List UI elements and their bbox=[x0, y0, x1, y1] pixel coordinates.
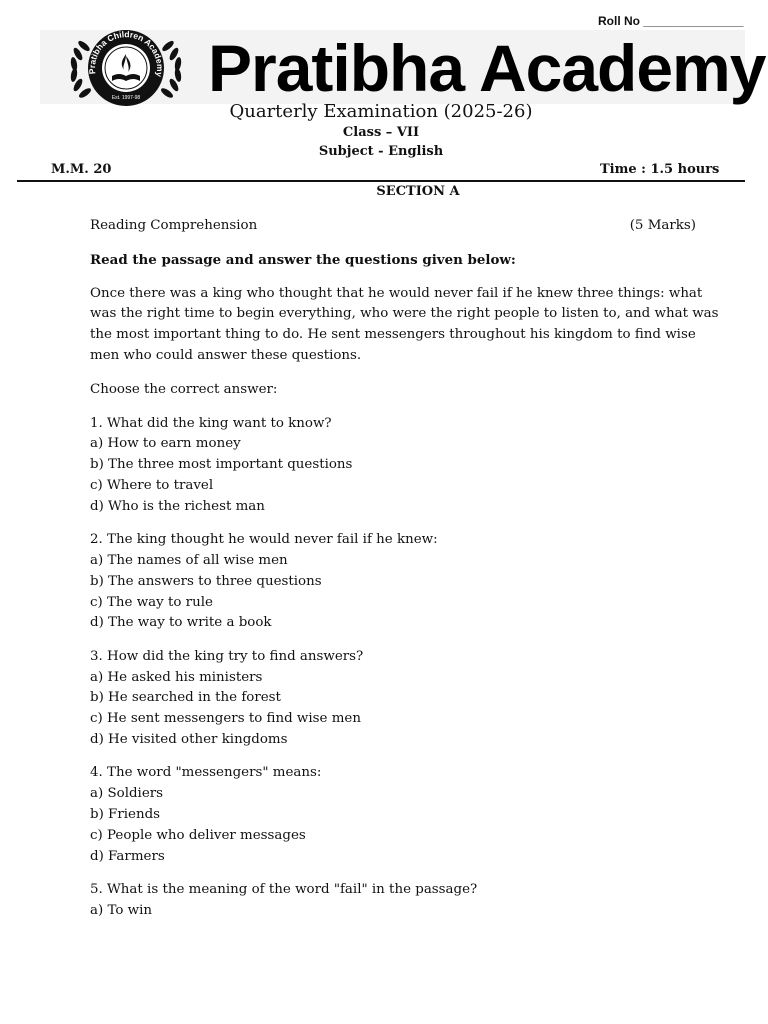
question-3 bbox=[90, 647, 720, 751]
section-title: SECTION A bbox=[376, 184, 460, 199]
option-c: c) The way to rule bbox=[90, 594, 213, 610]
section-topic: Reading Comprehension bbox=[90, 218, 258, 233]
exam-title: Quarterly Examination (2025-26) bbox=[229, 101, 533, 122]
option-d: d) Who is the richest man bbox=[90, 498, 265, 514]
logo-ring-text bbox=[64, 26, 188, 108]
option-c: c) He sent messengers to find wise men bbox=[90, 711, 361, 727]
academy-name: Pratibha Academy bbox=[208, 31, 766, 105]
question-text: 2. The king thought he would never fail if he knew: bbox=[90, 532, 438, 548]
section-heading-row bbox=[90, 216, 696, 237]
section-marks: (5 Marks) bbox=[629, 218, 696, 233]
subject-label: Subject - English bbox=[318, 144, 444, 159]
max-marks: M.M. 20 bbox=[51, 162, 112, 177]
question-text: 3. How did the king try to find answers? bbox=[90, 648, 364, 664]
question-paper-body bbox=[90, 216, 720, 934]
roll-number-field: Roll No _______________ bbox=[598, 14, 744, 28]
option-a: a) The names of all wise men bbox=[90, 552, 288, 568]
option-c: c) Where to travel bbox=[90, 477, 214, 493]
answer-prompt: Choose the correct answer: bbox=[90, 381, 278, 397]
exam-time: Time : 1.5 hours bbox=[600, 162, 720, 177]
svg-text:Pratibha Children Academy: Pratibha Children Academy bbox=[86, 29, 166, 78]
option-b: b) Friends bbox=[90, 806, 161, 822]
option-a: a) To win bbox=[90, 902, 153, 918]
option-c: c) People who deliver messages bbox=[90, 827, 306, 843]
option-b: b) The three most important questions bbox=[90, 457, 353, 473]
school-logo bbox=[64, 26, 188, 108]
option-a: a) Soldiers bbox=[90, 786, 164, 802]
question-text: 4. The word "messengers" means: bbox=[90, 765, 322, 781]
option-d: d) Farmers bbox=[90, 848, 165, 864]
header-divider bbox=[17, 180, 745, 182]
option-b: b) The answers to three questions bbox=[90, 573, 322, 589]
question-4 bbox=[90, 763, 720, 867]
question-text: 1. What did the king want to know? bbox=[90, 415, 332, 431]
option-b: b) He searched in the forest bbox=[90, 690, 281, 706]
class-label: Class – VII bbox=[342, 125, 420, 140]
question-5 bbox=[90, 880, 720, 922]
question-2 bbox=[90, 530, 720, 634]
option-d: d) He visited other kingdoms bbox=[90, 731, 288, 747]
svg-text:Est. 1997-98: Est. 1997-98 bbox=[111, 95, 141, 101]
question-1 bbox=[90, 414, 720, 518]
passage: Once there was a king who thought that he would never fail if he knew three things: what was the right time to begin everything, who were the right people to listen to, and what was the most important thing to do. He sent messengers throughout his kingdom to find wise men who could answer these questions. bbox=[90, 285, 719, 363]
question-text: 5. What is the meaning of the word "fail" in the passage? bbox=[90, 881, 478, 897]
instruction: Read the passage and answer the questions given below: bbox=[90, 251, 516, 268]
option-a: a) How to earn money bbox=[90, 436, 241, 452]
option-a: a) He asked his ministers bbox=[90, 669, 263, 685]
option-d: d) The way to write a book bbox=[90, 615, 272, 631]
